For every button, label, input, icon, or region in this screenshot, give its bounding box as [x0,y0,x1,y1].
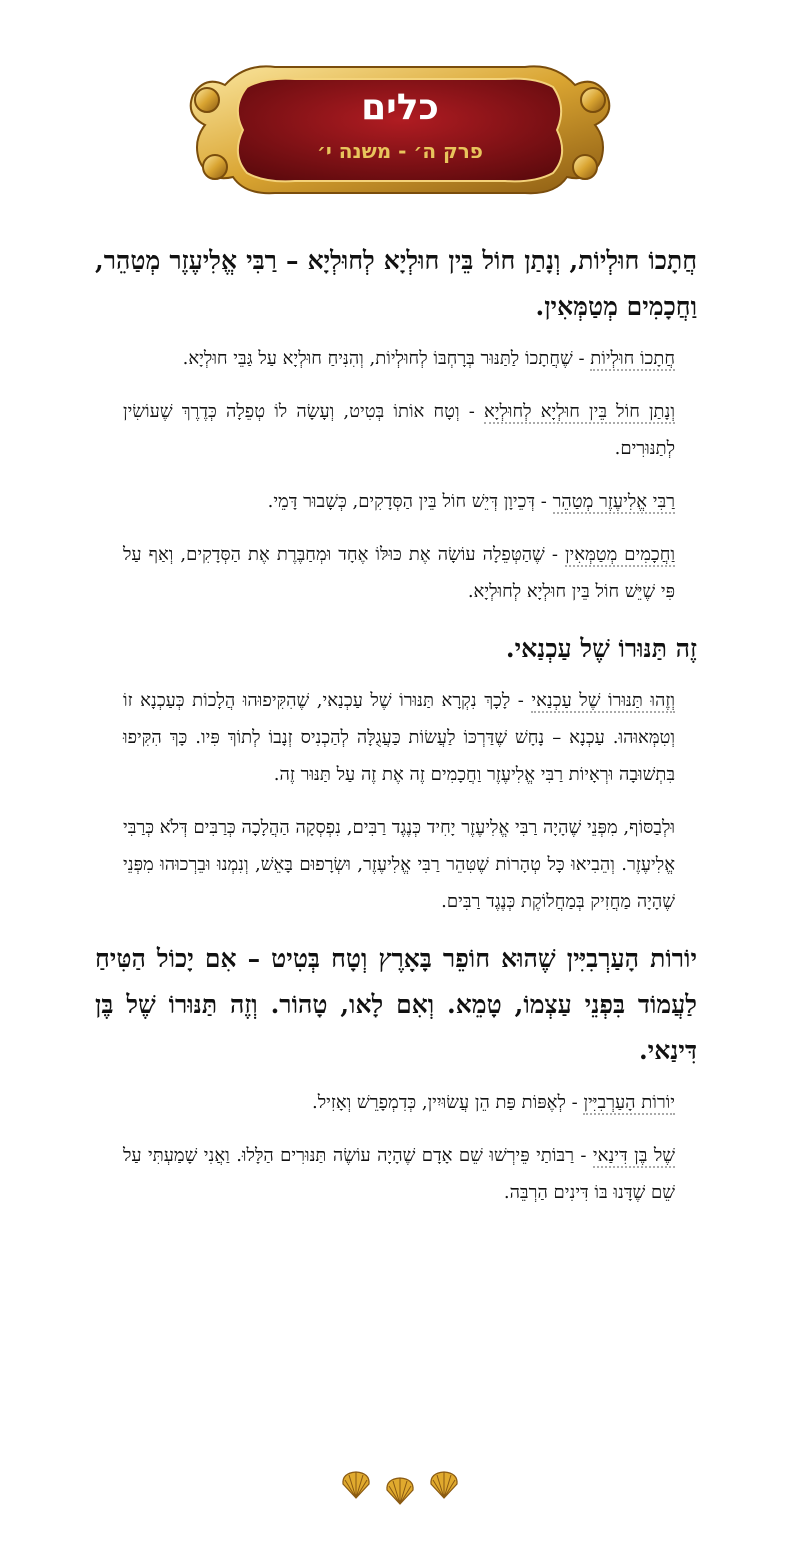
shell-icon [384,1476,416,1506]
commentary-paragraph [123,393,675,467]
commentary-paragraph [123,483,675,520]
ornament-banner [185,55,615,205]
shell-ornament [340,1470,460,1510]
commentary-text: - וְטָח אוֹתוֹ בְּטִיט, וְעָשָׂה לוֹ טְפֵלָה כְּדֶרֶךְ שֶׁעוֹשִׂין לְתַנּוּרִים. [123,401,675,459]
commentary-paragraph [123,682,675,793]
commentary-heading: שֶׁל בֶּן דִּינַאי [592,1145,675,1166]
shell-icon [428,1470,460,1500]
commentary-heading: וְזֶהוּ תַּנּוּרוֹ שֶׁל עַכְנַאי [531,690,675,711]
commentary-heading: רַבִּי אֱלִיעֶזֶר מְטַהֵר [552,491,675,512]
commentary-heading: וְנָתַן חוֹל בֵּין חוּלְיָא לְחוּלְיָא [483,401,675,422]
shell-icon [340,1470,372,1500]
commentary-heading: וַחֲכָמִים מְטַמְּאִין [564,544,675,565]
commentary-paragraph [123,1137,675,1211]
commentary-text: - דְּכֵיוָן דְּיֵשׁ חוֹל בֵּין הַסְּדָקִים, כְּשָׁבוּר דָּמֵי. [267,491,553,512]
commentary-heading: חֲתָכוֹ חוּלְיוֹת [590,348,675,369]
commentary-text: וּלְבַסּוֹף, מִפְּנֵי שֶׁהָיָה רַבִּי אֱלִיעֶזֶר יָחִיד כְּנֶגֶד רַבִּים, נִפְסְקָה הַהֲלָכָה כְּרַבִּים דְּלֹא כְּרַבִּי אֱלִיעֶזֶר. וְהֵבִיאוּ כָּל טְהָרוֹת שֶׁטִּהֵר רַבִּי אֱלִיעֶזֶר, וּשְׂרָפוּם בָּאֵשׁ, וְנִמְנוּ וּבֵרְכוּהוּ מִפְּנֵי שֶׁהָיָה מַחֲזִיק בְּמַחֲלוֹקֶת כְּנֶגֶד רַבִּים. [123,817,675,912]
commentary-text: - שֶׁחֲתָכוֹ לַתַּנּוּר בְּרָחְבּוֹ לְחוּלְיוֹת, וְהִנִּיחַ חוּלְיָא עַל גַּבֵּי חוּלְיָא. [182,348,591,369]
commentary-text: - רַבּוֹתַי פֵּירְשׁוּ שֵׁם אָדָם שֶׁהָיָה עוֹשֶׂה תַּנּוּרִים הַלָּלוּ. וַאֲנִי שָׁמַעְתִּי עַל שֵׁם שֶׁדָּנוּ בּוֹ דִּינִים הַרְבֵּה. [123,1145,675,1203]
commentary-text: - לְאֶפּוֹת פַּת הֵן עֲשׂוּיִין, כְּדִמְפָרֵשׁ וְאָזִיל. [312,1092,584,1113]
mishna-text: יוֹרוֹת הָעַרְבִיִּין שֶׁהוּא חוֹפֵר בָּאָרֶץ וְטָח בְּטִיט – אִם יָכוֹל הַטִּיחַ לַעֲמוֹד בִּפְנֵי עַצְמוֹ, טָמֵא. וְאִם לָאו, טָהוֹר. וְזֶה תַּנּוּרוֹ שֶׁל בֶּן דִּינַאי. [95,944,697,1065]
commentary-text: - לָכָךְ נִקְרָא תַּנּוּרוֹ שֶׁל עַכְנַאי, שֶׁהִקִּיפוּהוּ הֲלָכוֹת כְּעַכְנָא זוֹ וְטִמְּאוּהוּ. עַכְנָא – נָחָשׁ שֶׁדַּרְכּוֹ לַעֲשׂוֹת כַּעֲגֻלָּה לְהַכְנִיס זְנָבוֹ לְתוֹךְ פִּיו. כָּךְ הִקִּיפוּ בִּתְשׁוּבָה וּרְאָיוֹת רַבִּי אֱלִיעֶזֶר וַחֲכָמִים זֶה אֶת זֶה עַל תַּנּוּר זֶה. [123,690,675,785]
page-subtitle: פרק ה׳ - משנה י׳ [317,139,483,163]
commentary-paragraph [123,340,675,377]
commentary-paragraph [123,536,675,610]
commentary-heading: יוֹרוֹת הָעַרְבִיִּין [583,1092,675,1113]
commentary-paragraph [123,1084,675,1121]
page-title: כלים [361,87,439,128]
mishna-text: זֶה תַּנּוּרוֹ שֶׁל עַכְנַאי. [505,634,697,663]
commentary-paragraph [123,809,675,920]
commentary-text: - שֶׁהַטְּפֵלָה עוֹשָׂה אֶת כּוּלּוֹ אֶחָד וּמְחַבֶּרֶת אֶת הַסְּדָקִים, וְאַף עַל פִּי שֶׁיֵּשׁ חוֹל בֵּין חוּלְיָא לְחוּלְיָא. [123,544,675,602]
text-body [95,238,705,1227]
mishna-text: חֲתָכוֹ חוּלְיוֹת, וְנָתַן חוֹל בֵּין חוּלְיָא לְחוּלְיָא – רַבִּי אֱלִיעֶזֶר מְטַהֵר, וַחֲכָמִים מְטַמְּאִין. [95,246,697,321]
title-banner [185,55,615,205]
